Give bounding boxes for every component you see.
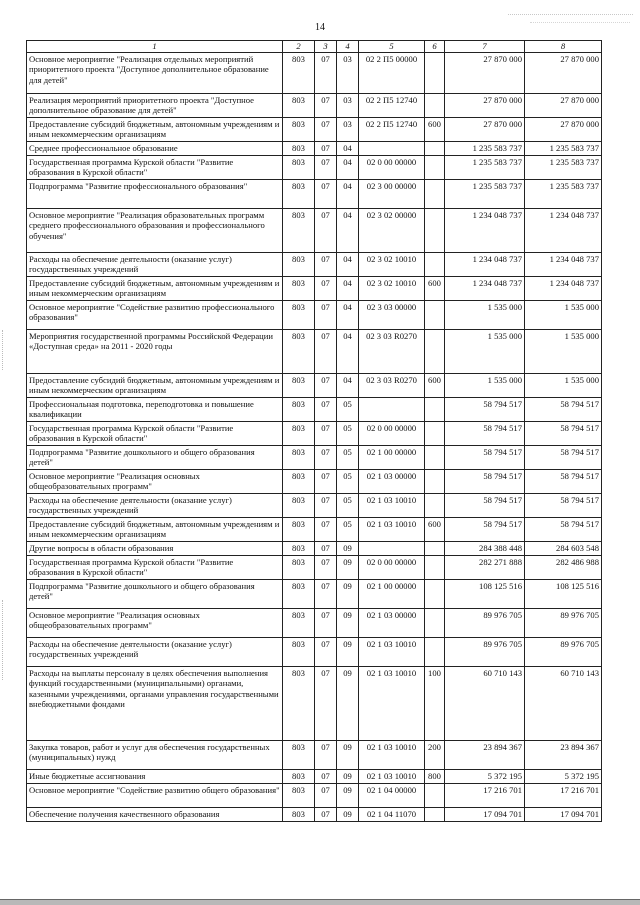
- row-amount-year2-cell: 58 794 517: [525, 493, 602, 517]
- row-name-cell: Профессиональная подготовка, переподготовка и повышение квалификации: [27, 397, 283, 421]
- row-amount-year1-cell: 1 234 048 737: [445, 276, 525, 300]
- row-name-cell: Подпрограмма "Развитие дошкольного и общего образования детей": [27, 579, 283, 608]
- row-name-cell: Расходы на обеспечение деятельности (оказание услуг) государственных учреждений: [27, 252, 283, 276]
- row-grbs-cell: 803: [283, 608, 315, 637]
- row-amount-year1-cell: 58 794 517: [445, 445, 525, 469]
- row-amount-year2-cell: 27 870 000: [525, 93, 602, 117]
- row-amount-year2-cell: 58 794 517: [525, 421, 602, 445]
- table-row: [27, 252, 602, 276]
- row-grbs-cell: 803: [283, 252, 315, 276]
- row-amount-year1-cell: 58 794 517: [445, 397, 525, 421]
- table-row: [27, 421, 602, 445]
- row-grbs-cell: 803: [283, 155, 315, 179]
- row-section-cell: 07: [315, 517, 337, 541]
- row-amount-year1-cell: 17 216 701: [445, 783, 525, 807]
- row-amount-year2-cell: 1 535 000: [525, 300, 602, 329]
- row-grbs-cell: 803: [283, 208, 315, 252]
- row-subsection-cell: 09: [337, 637, 359, 666]
- row-target-article-cell: [359, 397, 425, 421]
- row-name-cell: Подпрограмма "Развитие дошкольного и общего образования детей": [27, 445, 283, 469]
- row-name-cell: Среднее профессиональное образование: [27, 141, 283, 155]
- row-section-cell: 07: [315, 373, 337, 397]
- row-name-cell: Мероприятия государственной программы Российской Федерации «Доступная среда» на 2011 - 2020 годы: [27, 329, 283, 373]
- row-expense-type-cell: 100: [425, 666, 445, 740]
- row-section-cell: 07: [315, 445, 337, 469]
- row-expense-type-cell: [425, 141, 445, 155]
- row-subsection-cell: 05: [337, 397, 359, 421]
- row-amount-year2-cell: 58 794 517: [525, 445, 602, 469]
- row-grbs-cell: 803: [283, 469, 315, 493]
- row-section-cell: 07: [315, 52, 337, 93]
- row-subsection-cell: 04: [337, 155, 359, 179]
- row-target-article-cell: 02 3 03 R0270: [359, 373, 425, 397]
- row-section-cell: 07: [315, 469, 337, 493]
- row-amount-year1-cell: 1 535 000: [445, 300, 525, 329]
- table-row: [27, 740, 602, 769]
- row-target-article-cell: 02 1 03 00000: [359, 469, 425, 493]
- column-header: 3: [315, 41, 337, 53]
- table-row: [27, 445, 602, 469]
- row-target-article-cell: 02 1 04 11070: [359, 807, 425, 821]
- table-row: [27, 541, 602, 555]
- row-subsection-cell: 09: [337, 740, 359, 769]
- row-target-article-cell: 02 1 00 00000: [359, 445, 425, 469]
- row-amount-year2-cell: 89 976 705: [525, 637, 602, 666]
- row-grbs-cell: 803: [283, 637, 315, 666]
- row-amount-year1-cell: 1 235 583 737: [445, 141, 525, 155]
- row-amount-year2-cell: 17 094 701: [525, 807, 602, 821]
- row-grbs-cell: 803: [283, 783, 315, 807]
- row-amount-year2-cell: 17 216 701: [525, 783, 602, 807]
- row-amount-year1-cell: 89 976 705: [445, 637, 525, 666]
- row-subsection-cell: 05: [337, 517, 359, 541]
- row-name-cell: Основное мероприятие "Содействие развитию профессионального образования": [27, 300, 283, 329]
- column-header: 6: [425, 41, 445, 53]
- row-amount-year2-cell: 5 372 195: [525, 769, 602, 783]
- row-name-cell: Основное мероприятие "Содействие развитию общего образования": [27, 783, 283, 807]
- row-grbs-cell: 803: [283, 179, 315, 208]
- row-section-cell: 07: [315, 155, 337, 179]
- row-amount-year2-cell: 1 234 048 737: [525, 252, 602, 276]
- row-amount-year1-cell: 5 372 195: [445, 769, 525, 783]
- table-row: [27, 493, 602, 517]
- row-subsection-cell: 09: [337, 769, 359, 783]
- row-target-article-cell: 02 1 03 00000: [359, 608, 425, 637]
- row-section-cell: 07: [315, 579, 337, 608]
- row-amount-year2-cell: 1 234 048 737: [525, 208, 602, 252]
- row-target-article-cell: 02 0 00 00000: [359, 421, 425, 445]
- row-section-cell: 07: [315, 93, 337, 117]
- row-grbs-cell: 803: [283, 373, 315, 397]
- scan-artifact: [508, 14, 633, 15]
- table-row: [27, 208, 602, 252]
- row-amount-year1-cell: 60 710 143: [445, 666, 525, 740]
- row-subsection-cell: 04: [337, 276, 359, 300]
- row-target-article-cell: 02 2 П5 00000: [359, 52, 425, 93]
- row-section-cell: 07: [315, 117, 337, 141]
- row-amount-year1-cell: 27 870 000: [445, 52, 525, 93]
- row-amount-year1-cell: 284 388 448: [445, 541, 525, 555]
- row-amount-year2-cell: 23 894 367: [525, 740, 602, 769]
- row-grbs-cell: 803: [283, 493, 315, 517]
- row-amount-year1-cell: 1 235 583 737: [445, 179, 525, 208]
- row-amount-year2-cell: 60 710 143: [525, 666, 602, 740]
- table-row: [27, 637, 602, 666]
- scan-bottom-edge: [0, 899, 640, 905]
- row-section-cell: 07: [315, 769, 337, 783]
- row-expense-type-cell: 600: [425, 117, 445, 141]
- row-section-cell: 07: [315, 783, 337, 807]
- row-amount-year1-cell: 58 794 517: [445, 469, 525, 493]
- table-row: [27, 300, 602, 329]
- scan-artifact: [2, 600, 5, 680]
- row-section-cell: 07: [315, 493, 337, 517]
- row-grbs-cell: 803: [283, 52, 315, 93]
- row-subsection-cell: 04: [337, 252, 359, 276]
- table-row: [27, 373, 602, 397]
- row-amount-year2-cell: 1 235 583 737: [525, 179, 602, 208]
- row-amount-year1-cell: 108 125 516: [445, 579, 525, 608]
- row-target-article-cell: 02 3 02 10010: [359, 252, 425, 276]
- row-amount-year2-cell: 1 234 048 737: [525, 276, 602, 300]
- row-grbs-cell: 803: [283, 397, 315, 421]
- row-name-cell: Основное мероприятие "Реализация основных общеобразовательных программ": [27, 469, 283, 493]
- row-target-article-cell: 02 0 00 00000: [359, 155, 425, 179]
- row-expense-type-cell: [425, 93, 445, 117]
- row-amount-year2-cell: 282 486 988: [525, 555, 602, 579]
- row-amount-year1-cell: 58 794 517: [445, 421, 525, 445]
- row-amount-year1-cell: 27 870 000: [445, 93, 525, 117]
- row-expense-type-cell: 800: [425, 769, 445, 783]
- row-target-article-cell: 02 1 04 00000: [359, 783, 425, 807]
- row-name-cell: Обеспечение получения качественного образования: [27, 807, 283, 821]
- row-target-article-cell: [359, 541, 425, 555]
- row-amount-year2-cell: 89 976 705: [525, 608, 602, 637]
- row-amount-year2-cell: 58 794 517: [525, 469, 602, 493]
- table-row: [27, 276, 602, 300]
- row-amount-year1-cell: 23 894 367: [445, 740, 525, 769]
- row-amount-year1-cell: 1 535 000: [445, 329, 525, 373]
- row-grbs-cell: 803: [283, 93, 315, 117]
- row-name-cell: Основное мероприятие "Реализация основных общеобразовательных программ": [27, 608, 283, 637]
- row-expense-type-cell: [425, 52, 445, 93]
- row-name-cell: Государственная программа Курской области "Развитие образования в Курской области": [27, 421, 283, 445]
- table-row: [27, 769, 602, 783]
- row-expense-type-cell: [425, 807, 445, 821]
- row-target-article-cell: 02 1 03 10010: [359, 637, 425, 666]
- column-header: 8: [525, 41, 602, 53]
- table-row: [27, 141, 602, 155]
- row-amount-year1-cell: 58 794 517: [445, 517, 525, 541]
- table-row: [27, 52, 602, 93]
- row-subsection-cell: 04: [337, 208, 359, 252]
- column-header: 5: [359, 41, 425, 53]
- table-row: [27, 179, 602, 208]
- row-target-article-cell: 02 3 03 00000: [359, 300, 425, 329]
- row-expense-type-cell: [425, 469, 445, 493]
- row-section-cell: 07: [315, 666, 337, 740]
- row-target-article-cell: 02 3 02 10010: [359, 276, 425, 300]
- row-grbs-cell: 803: [283, 421, 315, 445]
- budget-table: [26, 40, 602, 822]
- table-row: [27, 807, 602, 821]
- row-expense-type-cell: 600: [425, 517, 445, 541]
- row-target-article-cell: 02 1 03 10010: [359, 517, 425, 541]
- row-subsection-cell: 09: [337, 608, 359, 637]
- row-amount-year2-cell: 108 125 516: [525, 579, 602, 608]
- row-subsection-cell: 04: [337, 373, 359, 397]
- row-subsection-cell: 09: [337, 807, 359, 821]
- row-target-article-cell: 02 3 02 00000: [359, 208, 425, 252]
- row-grbs-cell: 803: [283, 117, 315, 141]
- row-expense-type-cell: [425, 608, 445, 637]
- row-target-article-cell: 02 1 03 10010: [359, 740, 425, 769]
- scan-artifact: [2, 330, 5, 370]
- table-row: [27, 397, 602, 421]
- row-subsection-cell: 04: [337, 329, 359, 373]
- row-section-cell: 07: [315, 329, 337, 373]
- row-expense-type-cell: [425, 555, 445, 579]
- row-expense-type-cell: [425, 579, 445, 608]
- row-section-cell: 07: [315, 397, 337, 421]
- row-expense-type-cell: [425, 541, 445, 555]
- row-amount-year1-cell: 27 870 000: [445, 117, 525, 141]
- row-target-article-cell: 02 3 00 00000: [359, 179, 425, 208]
- table-row: [27, 783, 602, 807]
- row-name-cell: Другие вопросы в области образования: [27, 541, 283, 555]
- row-section-cell: 07: [315, 208, 337, 252]
- row-expense-type-cell: [425, 155, 445, 179]
- row-amount-year2-cell: 284 603 548: [525, 541, 602, 555]
- row-section-cell: 07: [315, 300, 337, 329]
- row-target-article-cell: 02 2 П5 12740: [359, 93, 425, 117]
- row-name-cell: Государственная программа Курской области "Развитие образования в Курской области": [27, 555, 283, 579]
- row-expense-type-cell: [425, 300, 445, 329]
- page-number: 14: [315, 22, 325, 33]
- row-subsection-cell: 04: [337, 300, 359, 329]
- column-header: 4: [337, 41, 359, 53]
- row-name-cell: Подпрограмма "Развитие профессионального образования": [27, 179, 283, 208]
- row-subsection-cell: 09: [337, 579, 359, 608]
- row-target-article-cell: [359, 141, 425, 155]
- row-grbs-cell: 803: [283, 541, 315, 555]
- row-subsection-cell: 04: [337, 141, 359, 155]
- row-amount-year1-cell: 1 535 000: [445, 373, 525, 397]
- row-grbs-cell: 803: [283, 445, 315, 469]
- row-section-cell: 07: [315, 252, 337, 276]
- row-amount-year2-cell: 27 870 000: [525, 117, 602, 141]
- row-amount-year2-cell: 1 535 000: [525, 373, 602, 397]
- table-row: [27, 93, 602, 117]
- row-grbs-cell: 803: [283, 555, 315, 579]
- row-amount-year2-cell: 58 794 517: [525, 397, 602, 421]
- row-section-cell: 07: [315, 608, 337, 637]
- row-name-cell: Предоставление субсидий бюджетным, автономным учреждениям и иным некоммерческим организациям: [27, 117, 283, 141]
- row-grbs-cell: 803: [283, 141, 315, 155]
- row-expense-type-cell: [425, 208, 445, 252]
- row-subsection-cell: 03: [337, 117, 359, 141]
- row-grbs-cell: 803: [283, 666, 315, 740]
- row-name-cell: Расходы на обеспечение деятельности (оказание услуг) государственных учреждений: [27, 637, 283, 666]
- row-section-cell: 07: [315, 637, 337, 666]
- table-row: [27, 555, 602, 579]
- row-subsection-cell: 05: [337, 421, 359, 445]
- row-section-cell: 07: [315, 555, 337, 579]
- row-section-cell: 07: [315, 740, 337, 769]
- row-amount-year1-cell: 1 234 048 737: [445, 252, 525, 276]
- row-section-cell: 07: [315, 141, 337, 155]
- row-grbs-cell: 803: [283, 276, 315, 300]
- row-expense-type-cell: [425, 397, 445, 421]
- row-subsection-cell: 05: [337, 445, 359, 469]
- row-grbs-cell: 803: [283, 329, 315, 373]
- row-subsection-cell: 05: [337, 493, 359, 517]
- row-name-cell: Расходы на обеспечение деятельности (оказание услуг) государственных учреждений: [27, 493, 283, 517]
- row-grbs-cell: 803: [283, 579, 315, 608]
- row-grbs-cell: 803: [283, 517, 315, 541]
- row-target-article-cell: 02 1 00 00000: [359, 579, 425, 608]
- column-header: 2: [283, 41, 315, 53]
- row-amount-year1-cell: 58 794 517: [445, 493, 525, 517]
- row-grbs-cell: 803: [283, 740, 315, 769]
- row-expense-type-cell: [425, 637, 445, 666]
- row-section-cell: 07: [315, 179, 337, 208]
- row-expense-type-cell: 600: [425, 276, 445, 300]
- row-target-article-cell: 02 3 03 R0270: [359, 329, 425, 373]
- column-header: 7: [445, 41, 525, 53]
- column-number-row: [27, 41, 602, 53]
- row-expense-type-cell: [425, 179, 445, 208]
- row-subsection-cell: 09: [337, 541, 359, 555]
- row-subsection-cell: 03: [337, 52, 359, 93]
- row-name-cell: Предоставление субсидий бюджетным, автономным учреждениям и иным некоммерческим организациям: [27, 517, 283, 541]
- table-row: [27, 117, 602, 141]
- row-expense-type-cell: [425, 329, 445, 373]
- row-subsection-cell: 03: [337, 93, 359, 117]
- row-expense-type-cell: [425, 493, 445, 517]
- row-name-cell: Предоставление субсидий бюджетным, автономным учреждениям и иным некоммерческим организациям: [27, 373, 283, 397]
- row-name-cell: Иные бюджетные ассигнования: [27, 769, 283, 783]
- row-subsection-cell: 04: [337, 179, 359, 208]
- row-subsection-cell: 09: [337, 666, 359, 740]
- row-expense-type-cell: 600: [425, 373, 445, 397]
- row-section-cell: 07: [315, 276, 337, 300]
- row-amount-year1-cell: 89 976 705: [445, 608, 525, 637]
- column-header: 1: [27, 41, 283, 53]
- row-name-cell: Расходы на выплаты персоналу в целях обеспечения выполнения функций государственными (муниципальными) органами, казенными учреждениями, органами управления государственными внебюджетными фондами: [27, 666, 283, 740]
- row-name-cell: Государственная программа Курской области "Развитие образования в Курской области": [27, 155, 283, 179]
- table-row: [27, 608, 602, 637]
- row-name-cell: Закупка товаров, работ и услуг для обеспечения государственных (муниципальных) нужд: [27, 740, 283, 769]
- row-section-cell: 07: [315, 807, 337, 821]
- row-grbs-cell: 803: [283, 769, 315, 783]
- row-amount-year2-cell: 58 794 517: [525, 517, 602, 541]
- row-target-article-cell: 02 1 03 10010: [359, 769, 425, 783]
- row-grbs-cell: 803: [283, 807, 315, 821]
- row-subsection-cell: 09: [337, 783, 359, 807]
- row-amount-year2-cell: 27 870 000: [525, 52, 602, 93]
- table-row: [27, 517, 602, 541]
- row-expense-type-cell: 200: [425, 740, 445, 769]
- row-name-cell: Реализация мероприятий приоритетного проекта "Доступное дополнительное образование для детей": [27, 93, 283, 117]
- row-amount-year1-cell: 1 235 583 737: [445, 155, 525, 179]
- row-target-article-cell: 02 1 03 10010: [359, 666, 425, 740]
- row-amount-year2-cell: 1 235 583 737: [525, 141, 602, 155]
- table-row: [27, 329, 602, 373]
- table-row: [27, 155, 602, 179]
- row-amount-year2-cell: 1 535 000: [525, 329, 602, 373]
- row-expense-type-cell: [425, 783, 445, 807]
- row-amount-year2-cell: 1 235 583 737: [525, 155, 602, 179]
- row-name-cell: Основное мероприятие "Реализация образовательных программ среднего профессионального образования и профессионального обучения": [27, 208, 283, 252]
- row-expense-type-cell: [425, 252, 445, 276]
- table-row: [27, 469, 602, 493]
- budget-table-container: [26, 40, 601, 822]
- row-subsection-cell: 05: [337, 469, 359, 493]
- table-row: [27, 666, 602, 740]
- row-target-article-cell: 02 1 03 10010: [359, 493, 425, 517]
- table-row: [27, 579, 602, 608]
- row-target-article-cell: 02 2 П5 12740: [359, 117, 425, 141]
- row-section-cell: 07: [315, 421, 337, 445]
- row-grbs-cell: 803: [283, 300, 315, 329]
- row-target-article-cell: 02 0 00 00000: [359, 555, 425, 579]
- row-name-cell: Основное мероприятие "Реализация отдельных мероприятий приоритетного проекта "Доступное дополнительное образование для детей": [27, 52, 283, 93]
- row-section-cell: 07: [315, 541, 337, 555]
- row-amount-year1-cell: 282 271 888: [445, 555, 525, 579]
- row-expense-type-cell: [425, 421, 445, 445]
- row-amount-year1-cell: 1 234 048 737: [445, 208, 525, 252]
- row-name-cell: Предоставление субсидий бюджетным, автономным учреждениям и иным некоммерческим организациям: [27, 276, 283, 300]
- row-amount-year1-cell: 17 094 701: [445, 807, 525, 821]
- row-subsection-cell: 09: [337, 555, 359, 579]
- row-expense-type-cell: [425, 445, 445, 469]
